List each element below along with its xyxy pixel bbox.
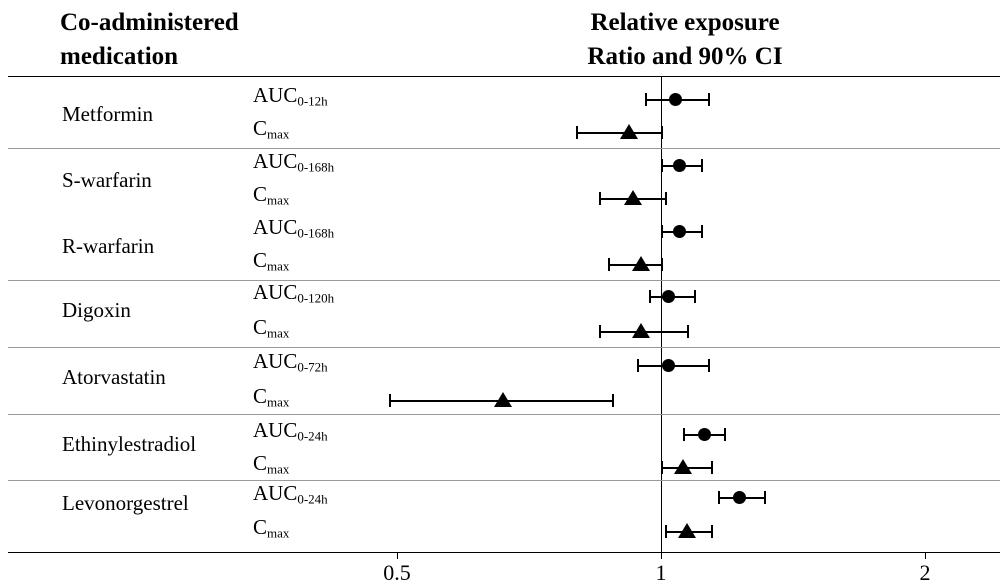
group-divider — [8, 76, 1000, 77]
parameter-label — [253, 215, 334, 241]
column-header-medication-line1: Co-administered — [60, 9, 239, 36]
parameter-name: AUC — [253, 481, 298, 505]
parameter-name: AUC — [253, 149, 298, 173]
point-estimate-circle — [698, 428, 711, 441]
parameter-name: C — [253, 116, 268, 140]
ci-lower-cap — [645, 93, 647, 106]
parameter-label — [253, 451, 289, 477]
parameter-subscript: 0-120h — [297, 290, 335, 306]
point-estimate-triangle — [632, 323, 650, 338]
ci-upper-cap — [661, 126, 663, 139]
medication-label: Digoxin — [62, 298, 131, 322]
x-axis-line — [8, 552, 1000, 553]
ci-lower-cap — [683, 428, 685, 441]
parameter-label — [253, 515, 289, 541]
column-header-medication-line2: medication — [60, 42, 179, 70]
parameter-subscript: 0-168h — [297, 159, 335, 175]
parameter-subscript: 0-168h — [297, 225, 335, 241]
ci-upper-cap — [687, 325, 689, 338]
ci-upper-cap — [711, 525, 713, 538]
parameter-subscript: max — [267, 258, 290, 274]
point-estimate-triangle — [620, 124, 638, 139]
ci-upper-cap — [708, 93, 710, 106]
parameter-label — [253, 83, 328, 109]
ci-lower-cap — [661, 461, 663, 474]
parameter-name: AUC — [253, 349, 298, 373]
ci-lower-cap — [599, 325, 601, 338]
parameter-label — [253, 149, 334, 175]
ci-lower-cap — [608, 258, 610, 271]
group-divider — [8, 280, 1000, 281]
x-axis-tick-label: 1 — [655, 560, 667, 585]
point-estimate-circle — [669, 93, 682, 106]
parameter-name: AUC — [253, 83, 298, 107]
parameter-name: AUC — [253, 418, 298, 442]
parameter-label — [253, 248, 289, 274]
group-divider — [8, 414, 1000, 415]
parameter-label — [253, 418, 328, 444]
parameter-subscript: max — [267, 325, 290, 341]
ci-lower-cap — [718, 491, 720, 504]
parameter-name: C — [253, 384, 268, 408]
parameter-subscript: max — [267, 394, 290, 410]
parameter-name: C — [253, 248, 268, 272]
medication-label: S-warfarin — [62, 168, 152, 192]
parameter-label — [253, 481, 328, 507]
ci-upper-cap — [661, 258, 663, 271]
column-header-exposure-line1: Relative exposure — [590, 9, 780, 36]
column-header-medication — [60, 6, 390, 74]
parameter-name: C — [253, 315, 268, 339]
x-axis-tick — [397, 552, 398, 559]
ci-lower-cap — [661, 159, 663, 172]
ci-upper-cap — [764, 491, 766, 504]
parameter-label — [253, 116, 289, 142]
parameter-subscript: max — [267, 525, 290, 541]
x-axis-tick-label: 2 — [919, 560, 931, 585]
group-divider — [8, 480, 1000, 481]
ci-lower-cap — [649, 290, 651, 303]
ci-upper-cap — [701, 225, 703, 238]
parameter-label — [253, 315, 289, 341]
medication-label: Metformin — [62, 102, 153, 126]
point-estimate-circle — [733, 491, 746, 504]
column-header-exposure-line2: Ratio and 90% CI — [587, 42, 783, 70]
ci-upper-cap — [711, 461, 713, 474]
parameter-name: C — [253, 515, 268, 539]
point-estimate-triangle — [674, 459, 692, 474]
parameter-subscript: 0-24h — [297, 428, 328, 444]
group-divider — [8, 347, 1000, 348]
ci-upper-cap — [701, 159, 703, 172]
ci-lower-cap — [576, 126, 578, 139]
parameter-subscript: max — [267, 461, 290, 477]
x-axis-tick — [661, 552, 662, 559]
x-axis-tick-label: 0.5 — [383, 560, 411, 585]
ci-upper-cap — [665, 192, 667, 205]
ci-upper-cap — [694, 290, 696, 303]
point-estimate-circle — [662, 290, 675, 303]
ci-lower-cap — [665, 525, 667, 538]
ci-upper-cap — [724, 428, 726, 441]
point-estimate-triangle — [624, 190, 642, 205]
column-header-exposure — [455, 6, 915, 74]
medication-label: Ethinylestradiol — [62, 432, 197, 456]
medication-label: Atorvastatin — [62, 365, 166, 389]
ci-lower-cap — [389, 394, 391, 407]
ci-lower-cap — [637, 359, 639, 372]
ci-upper-cap — [612, 394, 614, 407]
parameter-label — [253, 280, 334, 306]
point-estimate-circle — [673, 225, 686, 238]
point-estimate-circle — [673, 159, 686, 172]
ci-lower-cap — [661, 225, 663, 238]
group-divider — [8, 148, 1000, 149]
point-estimate-triangle — [632, 256, 650, 271]
medication-label: Levonorgestrel — [62, 491, 189, 515]
ci-upper-cap — [708, 359, 710, 372]
ci-lower-cap — [599, 192, 601, 205]
parameter-subscript: max — [267, 126, 290, 142]
parameter-label — [253, 384, 289, 410]
parameter-name: AUC — [253, 215, 298, 239]
parameter-subscript: max — [267, 192, 290, 208]
point-estimate-triangle — [494, 392, 512, 407]
medication-label: R-warfarin — [62, 234, 155, 258]
parameter-label — [253, 349, 328, 375]
parameter-subscript: 0-72h — [297, 359, 328, 375]
point-estimate-circle — [662, 359, 675, 372]
parameter-subscript: 0-12h — [297, 93, 328, 109]
parameter-name: AUC — [253, 280, 298, 304]
parameter-name: C — [253, 182, 268, 206]
x-axis-tick — [925, 552, 926, 559]
parameter-name: C — [253, 451, 268, 475]
parameter-subscript: 0-24h — [297, 491, 328, 507]
point-estimate-triangle — [678, 523, 696, 538]
confidence-interval-line — [576, 132, 661, 134]
parameter-label — [253, 182, 289, 208]
